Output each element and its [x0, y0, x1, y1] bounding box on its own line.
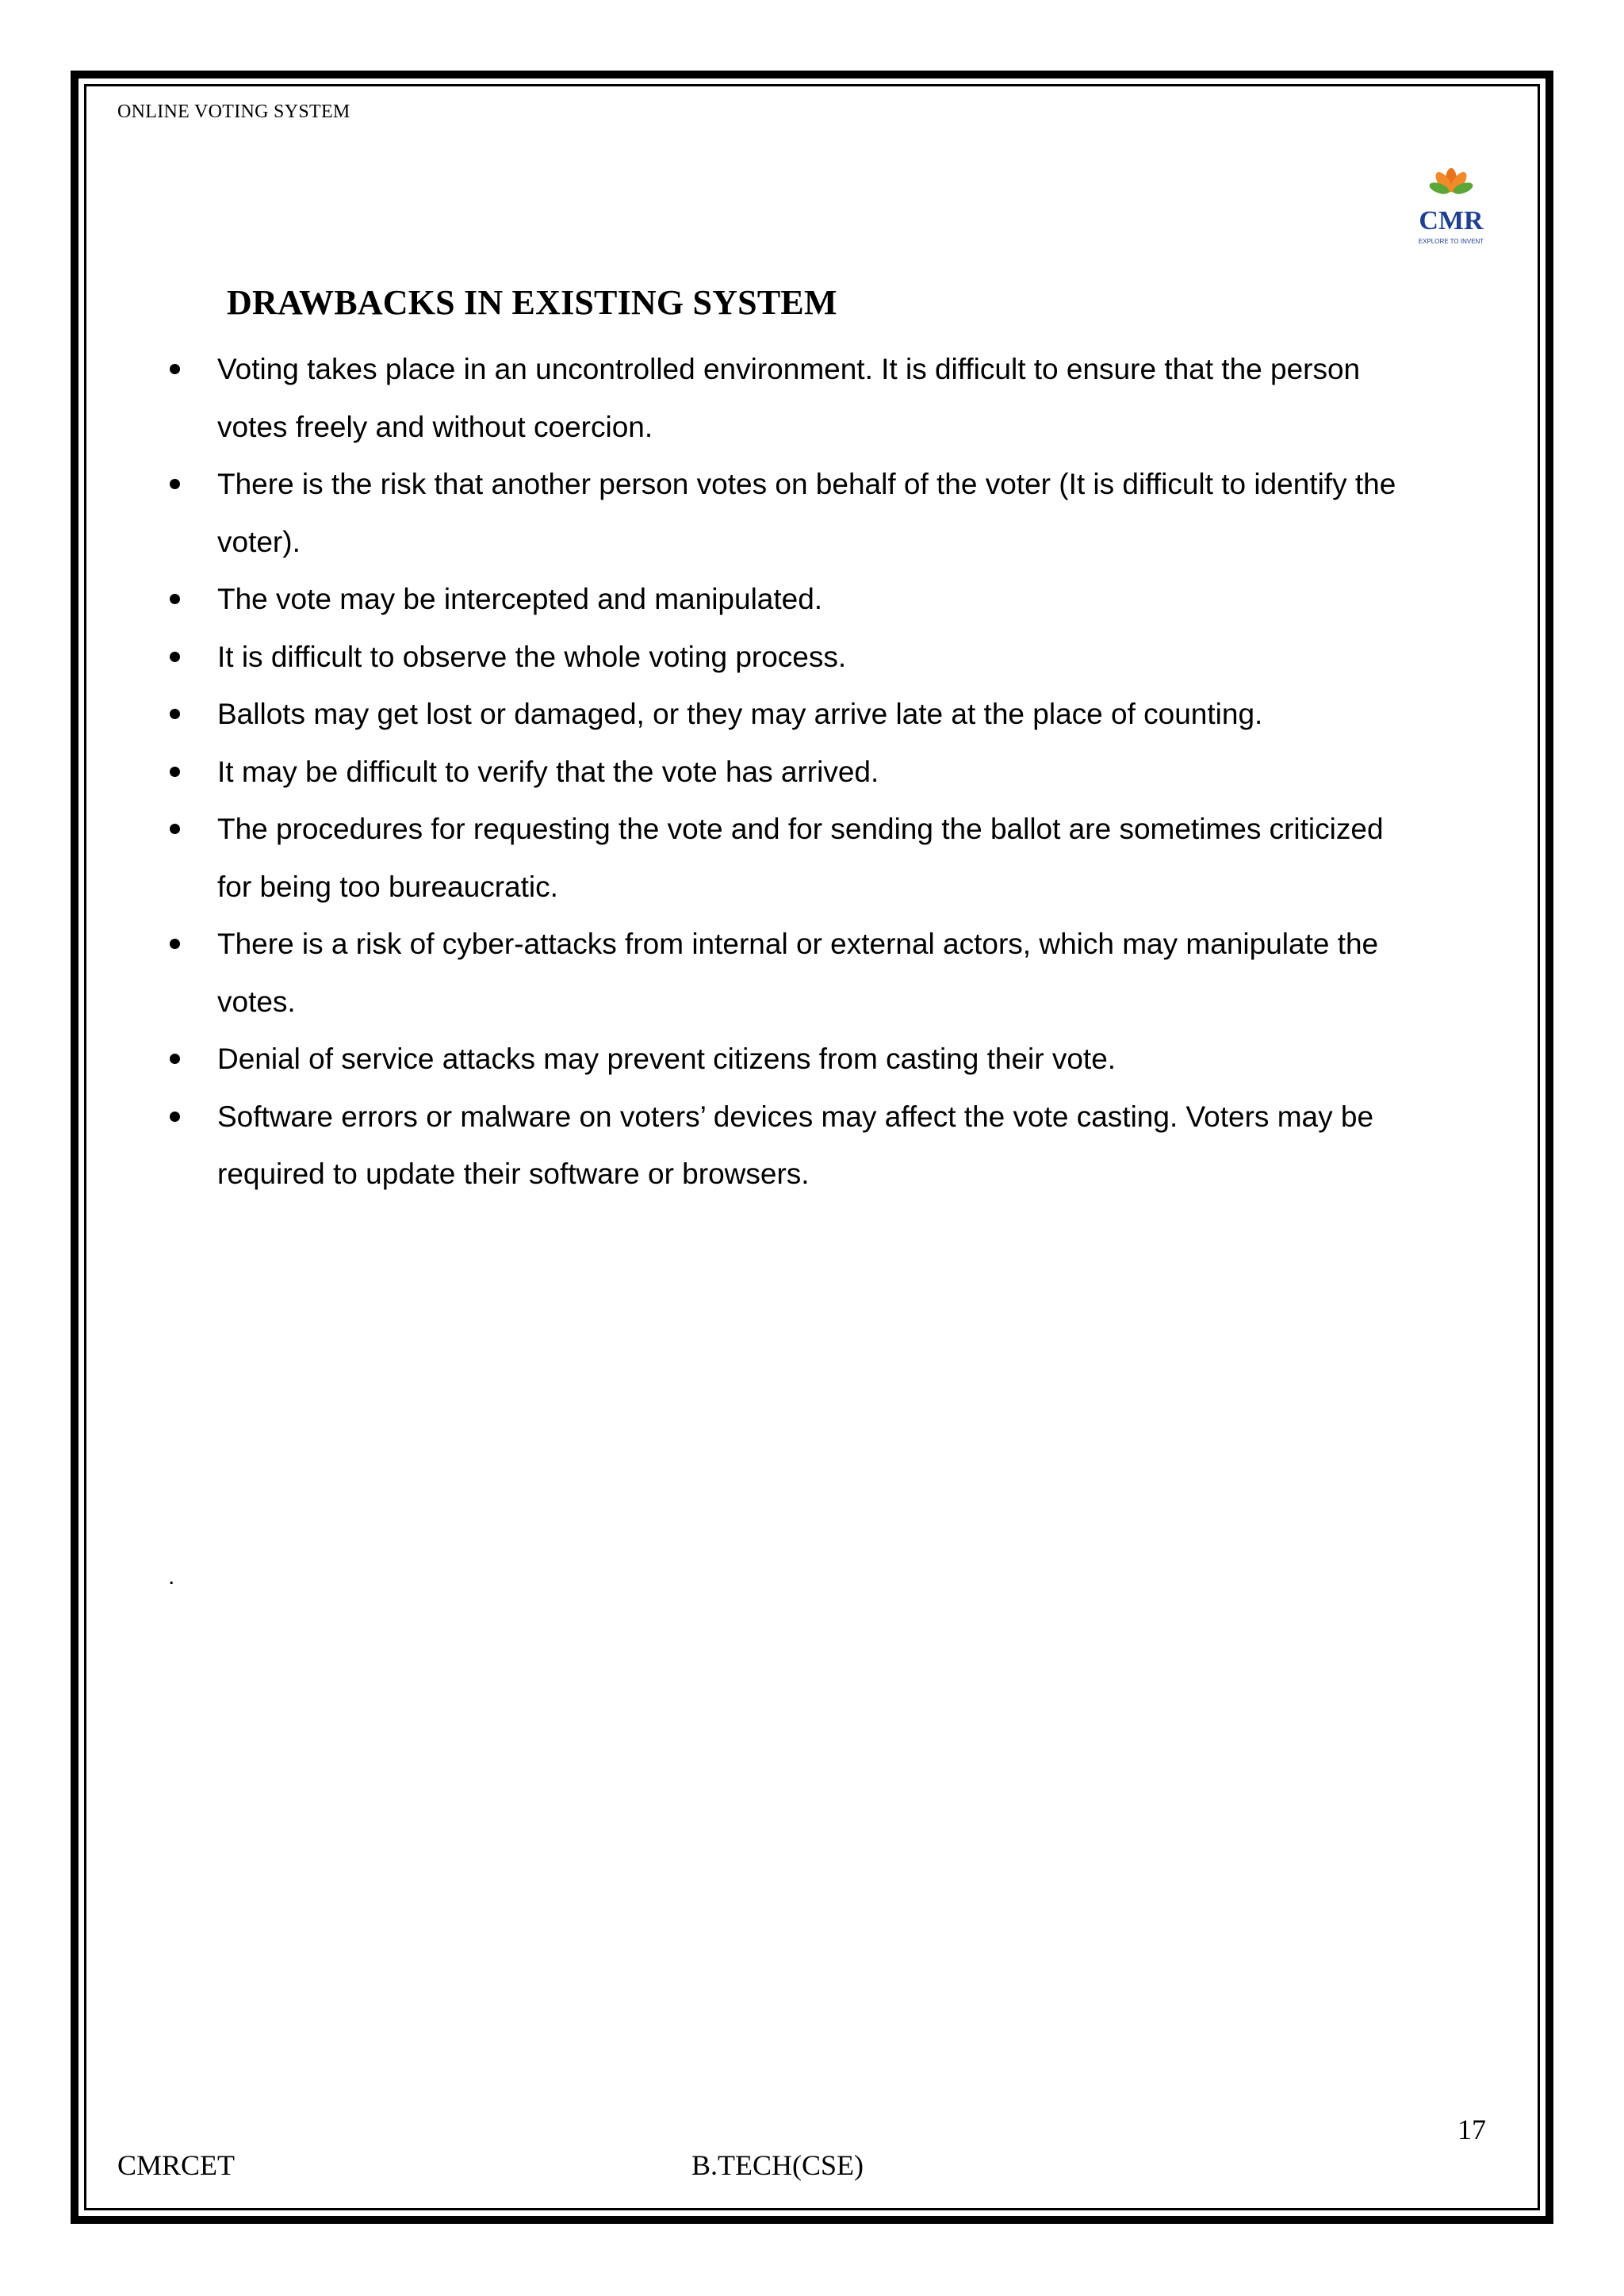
list-item: [0, 1089, 1407, 1203]
list-item-text: The procedures for requesting the vote and for sending the ballot are sometimes criticized for being too bureaucratic.: [217, 813, 1384, 903]
bullet-icon: [170, 479, 180, 489]
drawbacks-list: [0, 341, 1624, 1203]
list-item-text: It may be difficult to verify that the vote has arrived.: [217, 755, 879, 788]
bullet-icon: [170, 364, 180, 374]
page-number: 17: [1457, 2114, 1486, 2145]
list-item: [0, 456, 1407, 571]
list-item-text: Ballots may get lost or damaged, or they may arrive late at the place of counting.: [217, 698, 1263, 730]
list-item: [0, 916, 1407, 1031]
bullet-icon: [170, 1054, 180, 1064]
cmr-logo-icon: [1408, 163, 1495, 250]
logo-tagline: EXPLORE TO INVENT: [1418, 238, 1484, 245]
bullet-icon: [170, 824, 180, 834]
list-item-text: Software errors or malware on voters’ devices may affect the vote casting. Voters may be required to update their software or browsers.: [217, 1100, 1374, 1190]
list-item: [0, 341, 1407, 456]
bullet-icon: [170, 594, 180, 604]
bullet-icon: [170, 1112, 180, 1122]
list-item: [0, 686, 1407, 744]
bullet-icon: [170, 652, 180, 662]
list-item-text: It is difficult to observe the whole voting process.: [217, 640, 847, 673]
list-item: [0, 744, 1407, 802]
list-item: [0, 801, 1407, 916]
list-item: [0, 571, 1407, 629]
footer-program: B.TECH(CSE): [691, 2149, 864, 2181]
running-header-title: ONLINE VOTING SYSTEM: [117, 101, 350, 122]
bullet-icon: [170, 767, 180, 777]
bullet-icon: [170, 939, 180, 949]
list-item-text: Voting takes place in an uncontrolled environment. It is difficult to ensure that the person votes freely and without coercion.: [217, 353, 1361, 443]
list-item: [0, 1031, 1407, 1089]
list-item-text: The vote may be intercepted and manipulated.: [217, 583, 823, 615]
list-item: [0, 629, 1407, 687]
list-item-text: Denial of service attacks may prevent citizens from casting their vote.: [217, 1043, 1116, 1075]
section-heading: DRAWBACKS IN EXISTING SYSTEM: [227, 283, 837, 322]
logo-wordmark: CMR: [1419, 206, 1484, 235]
list-item-text: There is the risk that another person votes on behalf of the voter (It is difficult to identify the voter).: [217, 468, 1396, 558]
list-item-text: There is a risk of cyber-attacks from internal or external actors, which may manipulate the votes.: [217, 928, 1379, 1018]
bullet-icon: [170, 709, 180, 719]
footer-institution: CMRCET: [117, 2149, 236, 2181]
stray-period: .: [168, 1563, 175, 1590]
